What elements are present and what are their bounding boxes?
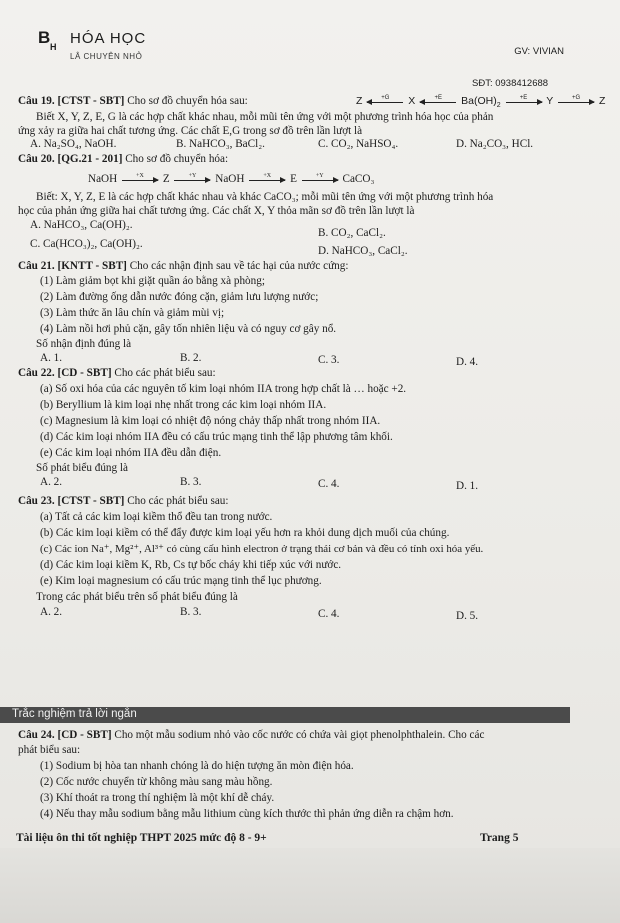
q22-option-c: C. 4.: [318, 478, 340, 490]
q22-option-b: B. 3.: [180, 476, 202, 488]
q19-option-a: A. Na₂SO₄, NaOH.: [30, 138, 117, 150]
logo-letter-h: H: [50, 42, 57, 52]
q19-stem-text: Cho sơ đồ chuyển hóa sau:: [127, 95, 248, 107]
q20-option-a: A. NaHCO₃, Ca(OH)₂.: [30, 219, 133, 231]
q19-stem: [18, 94, 248, 108]
q24-stem-2: phát biểu sau:: [18, 744, 81, 756]
q22-item-b: (b) Beryllium là kim loại nhẹ nhất trong các kim loại nhóm IIA.: [40, 399, 327, 411]
q21-option-a: A. 1.: [40, 352, 63, 364]
q24-item-1: (1) Sodium bị hòa tan nhanh chóng là do hiện tượng ăn mòn điện hóa.: [40, 760, 354, 772]
q20-scheme: [88, 172, 374, 186]
q20-option-c: C. Ca(HCO₃)₂, Ca(OH)₂.: [30, 238, 143, 250]
arrow-label: +X: [136, 173, 144, 180]
q22-stem-text: Cho các phát biểu sau:: [114, 367, 216, 379]
teacher-name: GV: VIVIAN: [514, 46, 564, 57]
logo-letter-b: B: [38, 28, 51, 47]
q22-stem: [18, 366, 216, 380]
q19-y: Y: [546, 95, 554, 107]
q21-stem-text: Cho các nhận định sau về tác hại của nước cứng:: [129, 260, 349, 272]
arrow-label: +G: [381, 95, 390, 102]
q20-label: Câu 20. [QG.21 - 201]: [18, 153, 123, 165]
arrow-label: +E: [434, 95, 442, 102]
q21-option-b: B. 2.: [180, 352, 202, 364]
arrow-right-icon: [122, 174, 158, 184]
q19-x: X: [408, 95, 416, 107]
q22-item-d: (d) Các kim loại nhóm IIA đều có cấu trúc mạng tinh thể lập phương tâm khối.: [40, 431, 393, 443]
q20-desc-2: học của phản ứng giữa hai chất tương ứng. Các chất X, Y thỏa mãn sơ đồ trên lần lượt là: [18, 205, 415, 217]
phone-number: SĐT: 0938412688: [472, 78, 549, 89]
q21-label: Câu 21. [KNTT - SBT]: [18, 260, 127, 272]
q22-option-a: A. 2.: [40, 476, 63, 488]
q24-stem-text: Cho một mẫu sodium nhỏ vào cốc nước có chứa vài giọt phenolphthalein. Cho các: [114, 729, 485, 741]
q23-item-c: (c) Các ion Na⁺, Mg²⁺, Al³⁺ có cùng cấu hình electron ở trạng thái cơ bản và đều có tính oxi hóa yếu.: [40, 543, 484, 555]
q23-option-d: D. 5.: [456, 610, 479, 622]
q22-item-e: (e) Các kim loại nhóm IIA đều dẫn điện.: [40, 447, 222, 459]
q19-label: Câu 19. [CTST - SBT]: [18, 95, 125, 107]
q19-z2: Z: [598, 95, 606, 107]
arrow-right-icon: [174, 174, 210, 184]
footer-text: Tài liệu ôn thi tốt nghiệp THPT 2025 mức độ 8 - 9+: [16, 832, 267, 844]
q19-z: Z: [356, 95, 363, 107]
q22-item-c: (c) Magnesium là kim loại có nhiệt độ nóng chảy thấp nhất trong nhóm IIA.: [40, 415, 381, 427]
q21-item-3: (3) Làm thức ăn lâu chín và giảm mùi vị;: [40, 307, 225, 319]
q20-e: E: [290, 173, 297, 185]
arrow-label: +Y: [315, 173, 324, 180]
arrow-right-icon: [506, 96, 542, 106]
q23-ask: Trong các phát biểu trên số phát biểu đúng là: [36, 591, 238, 603]
arrow-label: +X: [263, 173, 272, 180]
q20-option-b: B. CO₂, CaCl₂.: [318, 227, 386, 239]
arrow-label: +E: [519, 95, 528, 102]
q19-baoh-sub: 2: [496, 102, 501, 110]
q19-baoh: Ba(OH): [461, 95, 497, 107]
q21-option-d: D. 4.: [456, 356, 479, 368]
q23-item-a: (a) Tất cả các kim loại kiềm thổ đều tan trong nước.: [40, 511, 273, 523]
arrow-left-icon: [420, 96, 456, 106]
section-title: Trắc nghiệm trả lời ngắn: [12, 708, 137, 720]
q21-item-2: (2) Làm đường ống dẫn nước đóng cặn, giảm lưu lượng nước;: [40, 291, 319, 303]
q21-stem: [18, 259, 348, 273]
q24-stem: [18, 728, 484, 742]
page-number: Trang 5: [480, 832, 519, 844]
q23-stem: [18, 494, 229, 508]
q23-item-e: (e) Kim loại magnesium có cấu trúc mạng tinh thể lục phương.: [40, 575, 322, 587]
q20-option-d: D. NaHCO₃, CaCl₂.: [318, 245, 408, 257]
q23-option-b: B. 3.: [180, 606, 202, 618]
q24-label: Câu 24. [CD - SBT]: [18, 729, 112, 741]
page-shadow: [0, 848, 620, 923]
arrow-label: +G: [571, 95, 581, 102]
q23-item-d: (d) Các kim loại kiềm K, Rb, Cs tự bốc cháy khi tiếp xúc với nước.: [40, 559, 342, 571]
q19-option-c: C. CO₂, NaHSO₄.: [318, 138, 399, 150]
q24-item-4: (4) Nếu thay mẫu sodium bằng mẫu lithium cùng kích thước thì phản ứng diễn ra chậm hơn.: [40, 808, 454, 820]
arrow-right-icon: [302, 174, 338, 184]
q22-label: Câu 22. [CD - SBT]: [18, 367, 112, 379]
arrow-right-icon: [249, 174, 285, 184]
q23-option-c: C. 4.: [318, 608, 340, 620]
arrow-label: +Y: [188, 173, 197, 180]
q23-option-a: A. 2.: [40, 606, 63, 618]
q24-item-2: (2) Cốc nước chuyển từ không màu sang màu hồng.: [40, 776, 273, 788]
subject-title: HÓA HỌC: [70, 30, 147, 47]
q19-desc-1: Biết X, Y, Z, E, G là các hợp chất khác nhau, mỗi mũi tên ứng với một phương trình hóa học của phản: [36, 111, 494, 123]
q22-ask: Số phát biểu đúng là: [36, 462, 128, 474]
q21-option-c: C. 3.: [318, 354, 340, 366]
q20-desc-1: Biết: X, Y, Z, E là các hợp chất khác nhau và khác CaCO₃; mỗi mũi tên ứng với một phương trình hóa: [36, 191, 494, 203]
q24-item-3: (3) Khí thoát ra trong thí nghiệm là một khí dễ cháy.: [40, 792, 275, 804]
q21-item-1: (1) Làm giảm bọt khi giặt quần áo bằng xà phòng;: [40, 275, 265, 287]
q20-caco3: CaCO₃: [342, 173, 375, 185]
q20-stem-text: Cho sơ đồ chuyển hóa:: [125, 153, 229, 165]
logo: [38, 28, 62, 64]
q19-option-d: D. Na₂CO₃, HCl.: [456, 138, 534, 150]
q23-stem-text: Cho các phát biểu sau:: [127, 495, 229, 507]
arrow-right-icon: [558, 96, 594, 106]
q20-stem: [18, 152, 228, 166]
q22-option-d: D. 1.: [456, 480, 479, 492]
q20-naoh2: NaOH: [215, 173, 245, 185]
q19-desc-2: ứng xảy ra giữa hai chất tương ứng. Các chất E,G trong sơ đồ trên lần lượt là: [18, 125, 363, 137]
q21-ask: Số nhận định đúng là: [36, 338, 132, 350]
q23-label: Câu 23. [CTST - SBT]: [18, 495, 125, 507]
section-banner: [0, 707, 570, 723]
teacher-line: LÂ CHUYÊN NHỎ: [70, 52, 143, 61]
q22-item-a: (a) Số oxi hóa của các nguyên tố kim loại nhóm IIA trong hợp chất là … hoặc +2.: [40, 383, 407, 395]
q19-option-b: B. NaHCO₃, BaCl₂.: [176, 138, 265, 150]
q20-z: Z: [162, 173, 170, 185]
q20-naoh: NaOH: [88, 173, 118, 185]
arrow-left-icon: [367, 96, 403, 106]
q21-item-4: (4) Làm nồi hơi phủ cặn, gây tốn nhiên liệu và có nguy cơ gây nổ.: [40, 323, 337, 335]
q23-item-b: (b) Các kim loại kiềm có thể đẩy được kim loại yếu hơn ra khỏi dung dịch muối của chúng.: [40, 527, 450, 539]
